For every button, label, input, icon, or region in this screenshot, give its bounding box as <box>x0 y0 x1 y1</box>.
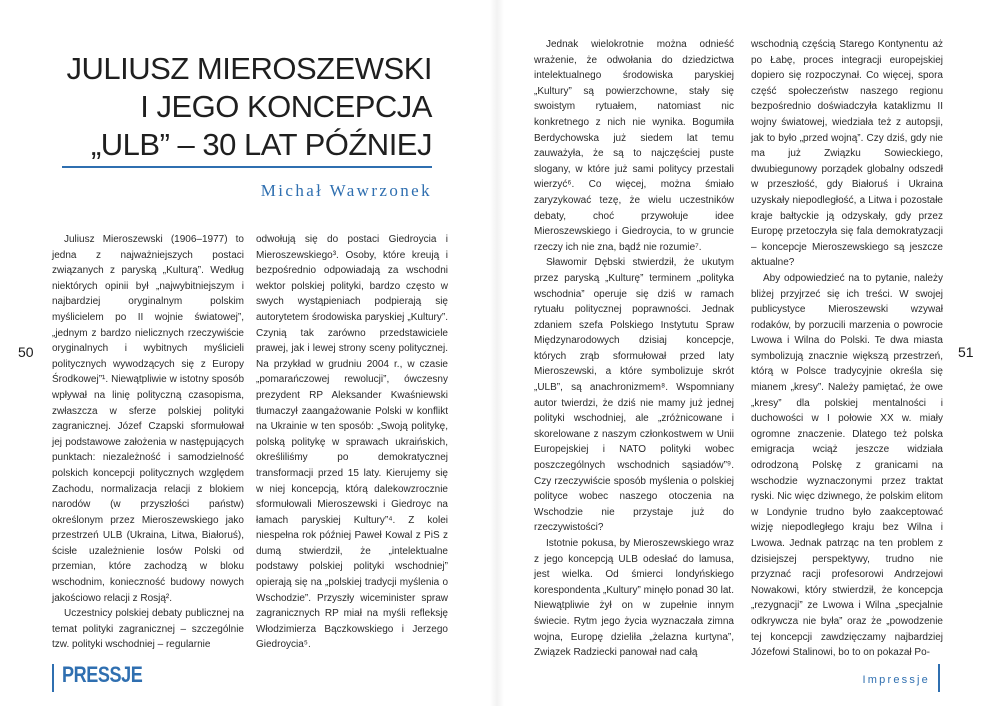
title-divider <box>62 166 432 168</box>
page-number-left: 50 <box>18 344 34 360</box>
magazine-logo: PRESSJE <box>62 662 143 687</box>
page-gutter <box>490 0 504 706</box>
paragraph: Aby odpowiedzieć na to pytanie, należy bliżej przyjrzeć się ich treści. W swojej publicystyce Mieroszewski wzywał rodaków, by porzucili marzenia o powrocie Lwowa i Wilna do Polski. Te dwa miasta symbolizują znacznie większą przestrzeń, którą w Polsce tradycyjnie określa się mianem „kresy”. Należy pamiętać, że owe „kresy” dla polskiej mentalności i duchowości w I połowie XX w. miały ogromne znaczenie. Dlatego też polska emigracja wciąż jeszcze widziała odrodzoną Polskę z granicami na wschodzie wyznaczonymi przez traktat ryski. Nic więc dziwnego, że polskim elitom w Londynie trudno było zaakceptować wizję niepodległego kraju bez Wilna i Lwowa. Jednak patrząc na ten problem z dzisiejszej perspektywy, trudno nie przyznać racji profesorowi Andrzejowi Nowakowi, który stwierdził, że koncepcja „rezygnacji” ze Lwowa i Wilna „specjalnie odkrywcza nie była” oraz że „powodzenie tej koncepcji zawdzięczamy najbardziej Józefowi Stalinowi, bo to on pokazał Po- <box>751 272 943 659</box>
paragraph: Sławomir Dębski stwierdził, że ukutym przez paryską „Kulturę” terminem „polityka wschodnia” operuje się dziś w ramach rytuału politycznej poprawności. Jednak zdaniem szefa Polskiego Instytutu Spraw Międzynarodowych dzisiaj koncepcje, których zrąb sformułował przed laty Mieroszewski, a które symbolizuje skrót „ULB”, są anachronizmem⁸. Wspomniany autor twierdzi, że dziś nie mamy już jednej polityki wschodniej, ale „zróżnicowane i skorelowane z naszym członkostwem w Unii Europejskiej i NATO polityki wobec poszczególnych wschodnich sąsiadów”⁹. Czy rzeczywiście sposób myślenia o polskiej polityce wobec naszego otoczenia na Wschodzie nie przystaje już do rzeczywistości? <box>534 257 734 534</box>
title-line-3: „ULB” – 30 LAT PÓŹNIEJ <box>90 127 432 162</box>
paragraph: Jednak wielokrotnie można odnieść wrażenie, że odwołania do dziedzictwa intelektualnego środowiska paryskiej „Kultury” są powierzchowne, stały się swoistym rytuałem, natomiast nic konkretnego z nich nie wynika. Bogumiła Berdychowska już siedem lat temu zauważyła, że są to najczęściej puste slogany, w które już sami politycy przestali wierzyć⁶. Co więcej, można śmiało zaryzykować tezę, że wielu uczestników debaty, choć przywołuje idee Mieroszewskiego i Giedroycia, to w gruncie rzeczy ich nie zna, bądź nie rozumie⁷. <box>534 39 734 253</box>
page-number-right: 51 <box>958 344 974 360</box>
article-title <box>62 50 432 164</box>
paragraph: Juliusz Mieroszewski (1906–1977) to jedna z najważniejszych postaci związanych z paryską „Kulturą”. Według niektórych opinii był „najwybitniejszym i najbardziej oryginalnym polskim myślicielem po II wojnie światowej”, „jednym z bardzo nielicznych rzeczywiście oryginalnych i wybitnych myślicieli politycznych wywodzących się z Europy Środkowej”¹. Niewątpliwie w istotny sposób wpływał na linię polityczną czasopisma, zwłaszcza w sferze polskiej polityki zagranicznej. Józef Czapski sformułował jej podstawowe założenia w następujących punktach: niezależność i samodzielność polskich koncepcji politycznych względem Zachodu, normalizacja relacji z blokiem narodów (w przyszłości państw) określonym przez Mieroszewskiego jako przestrzeń ULB (Ukraina, Litwa, Białoruś), ścisłe uzależnienie losów Polski od przemian, które zachodzą w bloku wschodnim, konieczność budowy nowych jakościowo relacji z Rosją². <box>52 234 244 604</box>
text-column-2 <box>256 232 448 653</box>
text-column-4 <box>751 37 943 661</box>
author-name: Michał Wawrzonek <box>260 181 432 200</box>
paragraph: wschodnią częścią Starego Kontynentu aż po Łabę, proces integracji europejskiej dopiero się rozpoczynał. Co więcej, spora część społeczeństw naszego regionu bezpośrednio doświadczyła kataklizmu II wojny światowej, wiedziała też z autopsji, jak to było „przed wojną”. Czy dziś, gdy nie ma już Związku Sowieckiego, dwubiegunowy porządek globalny odszedł w przeszłość, gdy Białoruś i Ukraina uzyskały niepodległość, a Litwa i pozostałe kraje bałtyckie ją odzyskały, gdy przez Europę przetoczyła się fala demokratyzacji – koncepcje Mieroszewskiego są jeszcze aktualne? <box>751 39 943 269</box>
text-column-1 <box>52 232 244 653</box>
section-name: Impressje <box>862 674 930 686</box>
title-line-2: I JEGO KONCEPCJA <box>140 89 432 124</box>
paragraph: Istotnie pokusa, by Mieroszewskiego wraz z jego koncepcją ULB odesłać do lamusa, jest wielka. Od śmierci londyńskiego korespondenta „Kultury” minęło ponad 30 lat. Niewątpliwie żył on w zupełnie innym świecie. Rytm jego życia wyznaczała zimna wojna, Europę dzieliła „żelazna kurtyna”, Związek Radziecki panował nad całą <box>534 538 734 659</box>
title-line-1: JULIUSZ MIEROSZEWSKI <box>66 51 432 86</box>
paragraph: odwołują się do postaci Giedroycia i Mieroszewskiego³. Osoby, które kreują i bezpośrednio odpowiadają za wschodni wektor polskiej polityki, bardzo często w swych wystąpieniach podpierają się autorytetem środowiska paryskiej „Kultury”. Czynią tak zarówno przedstawiciele prawej, jak i lewej strony sceny politycznej. Na przykład w grudniu 2004 r., w czasie „pomarańczowej rewolucji”, ówczesny prezydent RP Aleksander Kwaśniewski tłumaczył zaangażowanie Polski w konflikt na Ukrainie w ten sposób: „Swoją politykę, polską politykę w sprawach ukraińskich, określiliśmy po demokratycznej transformacji przed 15 laty. Kierujemy się w niej koncepcją, którą dalekowzrocznie sformułowali Mieroszewski i Giedroyc na łamach paryskiej Kultury”⁴. Z kolei niespełna rok później Paweł Kowal z PiS z dumą stwierdził, że „intelektualne podstawy polskiej polityki wschodniej” opierają się na „polskiej tradycji myślenia o Wschodzie”. Przyszły wiceminister spraw zagranicznych RP miał na myśli refleksję Włodzimierza Bączkowskiego i Jerzego Giedroycia⁵. <box>256 234 448 651</box>
paragraph: Uczestnicy polskiej debaty publicznej na temat polityki zagranicznej – szczególnie tzw. polityki wschodniej – regularnie <box>52 608 244 651</box>
text-column-3 <box>534 37 734 661</box>
footer-rule-left <box>52 664 54 692</box>
footer-rule-right <box>938 664 940 692</box>
